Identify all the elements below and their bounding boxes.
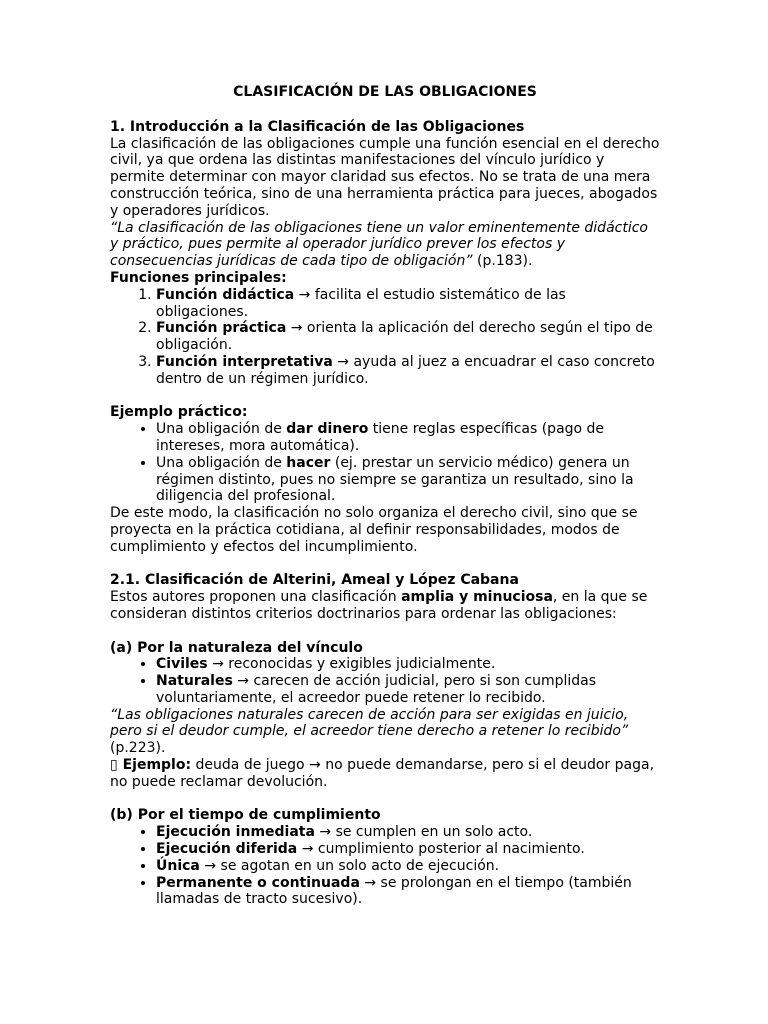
list-item (156, 287, 660, 321)
subsection-a-list (110, 656, 660, 706)
item-text: (ej. prestar un servicio médico) genera un régimen distinto, pues no siempre se garantiza un resultado, sino la diligencia del profesional. (156, 454, 634, 505)
intro-text: Estos autores proponen una clasificación (110, 589, 402, 606)
intro-text: , en la que se consideran distintos criterios doctrinarios para ordenar las obligaciones: (110, 589, 648, 622)
item-term: Función didáctica (156, 286, 295, 303)
document-title: CLASIFICACIÓN DE LAS OBLIGACIONES (233, 84, 537, 100)
item-text: → se agotan en un solo acto de ejecución. (199, 857, 500, 874)
section-2-intro (110, 589, 660, 623)
quote-text: “La clasificación de las obligaciones tiene un valor eminentemente didáctico y práctico, pues permite al operador jurídico prever los efectos y consecuencias jurídicas de cada tipo de obligación” (110, 219, 648, 270)
item-text: → se cumplen en un solo acto. (314, 824, 533, 841)
funciones-heading: Funciones principales: (110, 269, 287, 286)
section-2-heading: 2.1. Clasificación de Alterini, Ameal y López Cabana (110, 572, 519, 589)
funciones-list (110, 287, 660, 388)
subsection-b-list (110, 824, 660, 908)
item-term: dar dinero (286, 421, 369, 438)
list-item (156, 824, 660, 841)
item-text: → carecen de acción judicial, pero si son cumplidas voluntariamente, el acreedor puede retener lo recibido. (156, 673, 597, 706)
section-1-intro: La clasificación de las obligaciones cumple una función esencial en el derecho civil, ya que ordena las distintas manifestaciones del vínculo jurídico y permite determinar con mayor claridad sus efectos. No se trata de una mera construcción teórica, sino de una herramienta práctica para jueces, abogados y operadores jurídicos. (110, 135, 660, 219)
item-text: tiene reglas específicas (pago de intereses, mora automática). (156, 421, 605, 454)
subsection-b-heading: (b) Por el tiempo de cumplimiento (110, 807, 381, 824)
item-term: Única (156, 857, 200, 874)
list-item (156, 320, 660, 354)
section-1-closing: De este modo, la clasificación no solo organiza el derecho civil, sino que se proyecta en la práctica cotidiana, al definir responsabilidades, modos de cumplimiento y efectos del incumplimiento. (110, 505, 638, 555)
quote-text: “Las obligaciones naturales carecen de acción para ser exigidas en juicio, pero si el deudor cumple, el acreedor tiene derecho a retener lo recibido” (110, 706, 629, 740)
list-item (156, 673, 660, 707)
intro-emphasis: amplia y minuciosa (401, 589, 553, 606)
example-label: Ejemplo: (117, 757, 192, 774)
item-term: Ejecución diferida (156, 841, 298, 858)
item-term: Función interpretativa (156, 353, 333, 370)
quote-reference: (p.223). (110, 740, 166, 757)
item-text: → facilita el estudio sistemático de las obligaciones. (156, 286, 566, 320)
list-item (156, 455, 660, 505)
item-text: → cumplimiento posterior al nacimiento. (297, 841, 585, 858)
quote-reference: (p.183). (472, 253, 533, 270)
item-term: Permanente o continuada (156, 874, 360, 891)
item-text: → orienta la aplicación del derecho según el tipo de obligación. (156, 320, 653, 354)
item-text: → se prolongan en el tiempo (también llamadas de tracto sucesivo). (156, 874, 632, 908)
item-term: Función práctica (156, 320, 287, 337)
item-term: hacer (286, 454, 331, 471)
subsection-a-quote (110, 707, 660, 757)
ejemplo-heading: Ejemplo práctico: (110, 404, 248, 421)
ejemplo-list (110, 421, 660, 505)
list-item (156, 421, 660, 455)
list-item (156, 354, 660, 388)
item-term: Civiles (156, 656, 208, 673)
section-1-quote (110, 220, 660, 270)
example-text: deuda de juego → no puede demandarse, pero si el deudor paga, no puede reclamar devolución. (110, 757, 655, 790)
section-1-heading: 1. Introducción a la Clasificación de las Obligaciones (110, 118, 525, 135)
item-text: → ayuda al juez a encuadrar el caso concreto dentro de un régimen jurídico. (156, 353, 655, 387)
list-item (156, 858, 660, 875)
list-item (156, 875, 660, 909)
missing-glyph-icon: ▯ (110, 757, 118, 774)
item-text: Una obligación de (156, 454, 287, 471)
list-item (156, 841, 660, 858)
item-text: → reconocidas y exigibles judicialmente. (207, 656, 496, 673)
list-item (156, 656, 660, 673)
item-term: Naturales (156, 673, 233, 690)
subsection-a-heading: (a) Por la naturaleza del vínculo (110, 639, 363, 656)
item-text: Una obligación de (156, 421, 287, 438)
subsection-a-example (110, 757, 660, 791)
item-term: Ejecución inmediata (156, 824, 315, 841)
